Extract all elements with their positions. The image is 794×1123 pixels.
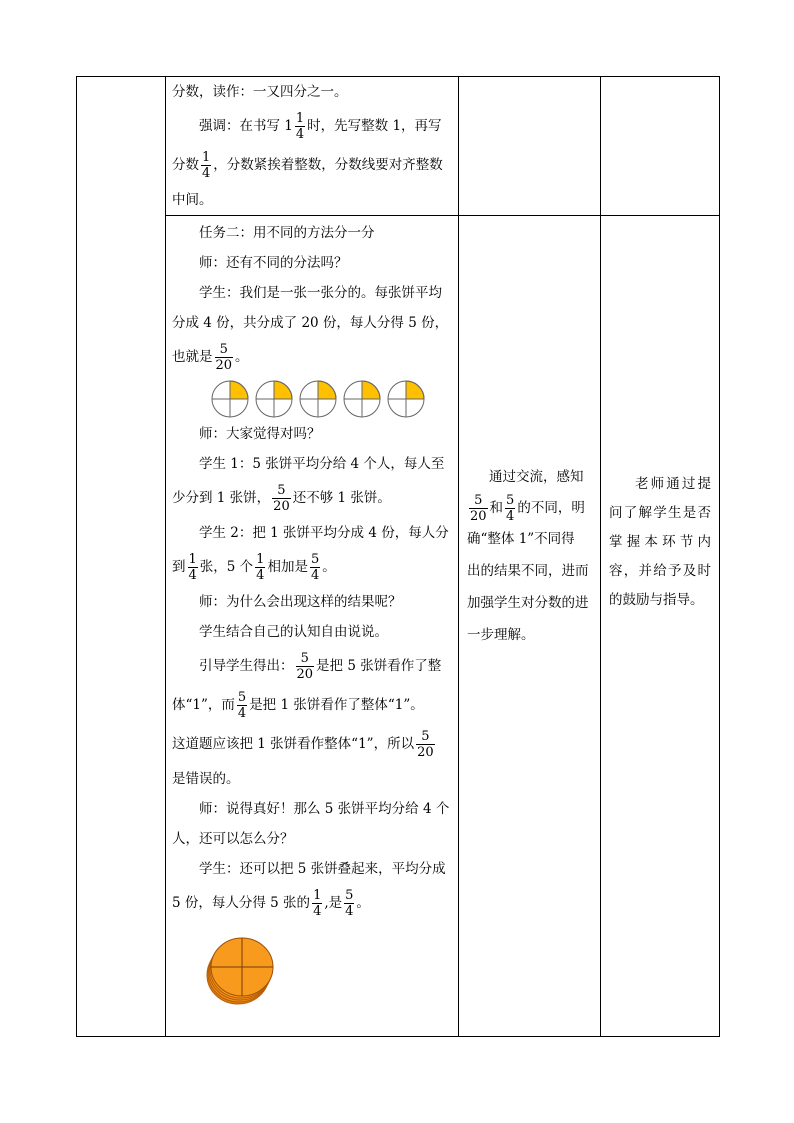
teacher-question: 人，还可以怎么分？: [172, 831, 294, 847]
table-row: [77, 216, 720, 1037]
emphasis-line-3: 中间。: [172, 192, 213, 208]
design-intent-cell: [459, 216, 601, 1037]
table-row: [77, 77, 720, 216]
intent-line: 出的结果不同，进而: [467, 563, 589, 579]
student-answer: 学生 2：把 1 张饼平均分成 4 份，每人分: [199, 525, 449, 541]
evaluation-cell: [601, 216, 720, 1037]
process-cell: [166, 77, 459, 216]
student-answer: 也就是 $\frac{5}{20}$ 。: [172, 342, 249, 373]
fraction-5-4: $\frac{5}{4}$: [345, 888, 354, 919]
guided-conclusion: 这道题应该把 1 张饼看作整体“1”，所以 $\frac{5}{20}$: [172, 729, 434, 760]
fraction-one-quarter: $\frac{1}{4}$: [188, 552, 197, 583]
guided-conclusion: 体“1”，而 $\frac{5}{4}$ 是把 1 张饼看作了整体“1”。: [172, 690, 424, 721]
intent-line: 加强学生对分数的进: [467, 595, 589, 611]
pie-circle: [256, 381, 292, 417]
lesson-plan-table: [76, 76, 720, 1037]
reading-line: 分数，读作：一又四分之一。: [172, 84, 348, 100]
fraction-5-4: $\frac{5}{4}$: [237, 690, 247, 721]
eval-cell-empty: [601, 77, 720, 216]
guided-conclusion: 是错误的。: [172, 771, 240, 787]
guided-conclusion: 引导学生得出： $\frac{5}{20}$ 是把 5 张饼看作了整: [199, 651, 442, 682]
fraction-5-20: $\frac{5}{20}$: [215, 342, 233, 373]
intent-line: $\frac{5}{20}$ 和 $\frac{5}{4}$ 的不同，明: [470, 493, 585, 524]
emphasis-line-2: 分数 $\frac{1}{4}$ ，分数紧挨着整数，分数线要对齐整数: [172, 150, 443, 181]
student-answer: 5 份，每人分得 5 张的 $\frac{1}{4}$ ,是 $\frac{5}{4}$ 。: [172, 888, 370, 919]
fraction-5-4: $\frac{5}{4}$: [506, 493, 515, 524]
pie-circle: [300, 381, 336, 417]
stacked-pies-illustration: [202, 933, 452, 1005]
pie-circle: [212, 381, 248, 417]
fraction-5-20: $\frac{5}{20}$: [470, 493, 487, 524]
pie-circle: [388, 381, 424, 417]
fraction-one-quarter: $\frac{1}{4}$: [295, 111, 305, 142]
fraction-5-20: $\frac{5}{20}$: [296, 651, 314, 682]
student-answer: 学生：我们是一张一张分的。每张饼平均: [199, 285, 442, 301]
fraction-one-quarter: $\frac{1}{4}$: [313, 888, 322, 919]
teacher-question: 师：为什么会出现这样的结果呢？: [199, 594, 402, 610]
intent-line: 一步理解。: [467, 627, 535, 643]
fraction-one-quarter: $\frac{1}{4}$: [202, 150, 211, 181]
student-answer: 分成 4 份，共分成了 20 份，每人分得 5 份，: [172, 315, 449, 331]
stage-column-cell: [77, 77, 166, 1037]
pie-circle: [344, 381, 380, 417]
student-answer: 到 $\frac{1}{4}$ 张，5 个 $\frac{1}{4}$ 相加是 $\frac{5}{4}$ 。: [172, 552, 336, 583]
fraction-5-4: $\frac{5}{4}$: [310, 552, 320, 583]
student-answer: 学生 1：5 张饼平均分给 4 个人，每人至: [199, 456, 445, 472]
pie-circles-illustration: [210, 379, 452, 419]
evaluation-text: 老师通过提问了解学生是否掌握本环节内容，并给予及时的鼓励与指导。: [609, 476, 711, 608]
intent-cell-empty: [459, 77, 601, 216]
intent-line: 通过交流，感知: [489, 469, 584, 485]
process-cell: [166, 216, 459, 1037]
student-answer: 少分到 1 张饼， $\frac{5}{20}$ 还不够 1 张饼。: [172, 483, 391, 514]
fraction-5-20: $\frac{5}{20}$: [273, 483, 290, 514]
teacher-question: 师：还有不同的分法吗？: [199, 255, 348, 271]
discussion-note: 学生结合自己的认知自由说说。: [199, 624, 388, 640]
teacher-question: 师：大家觉得对吗？: [199, 426, 321, 442]
fraction-one-quarter: $\frac{1}{4}$: [256, 552, 265, 583]
teacher-question: 师：说得真好！那么 5 张饼平均分给 4 个: [199, 801, 450, 817]
intent-line: 确“整体 1”不同得: [467, 531, 575, 547]
task-heading: 任务二：用不同的方法分一分: [199, 225, 375, 241]
student-answer: 学生：还可以把 5 张饼叠起来，平均分成: [199, 861, 446, 877]
fraction-5-20: $\frac{5}{20}$: [417, 729, 434, 760]
emphasis-line-1: 强调：在书写 1 $\frac{1}{4}$ 时，先写整数 1，再写: [199, 111, 442, 142]
